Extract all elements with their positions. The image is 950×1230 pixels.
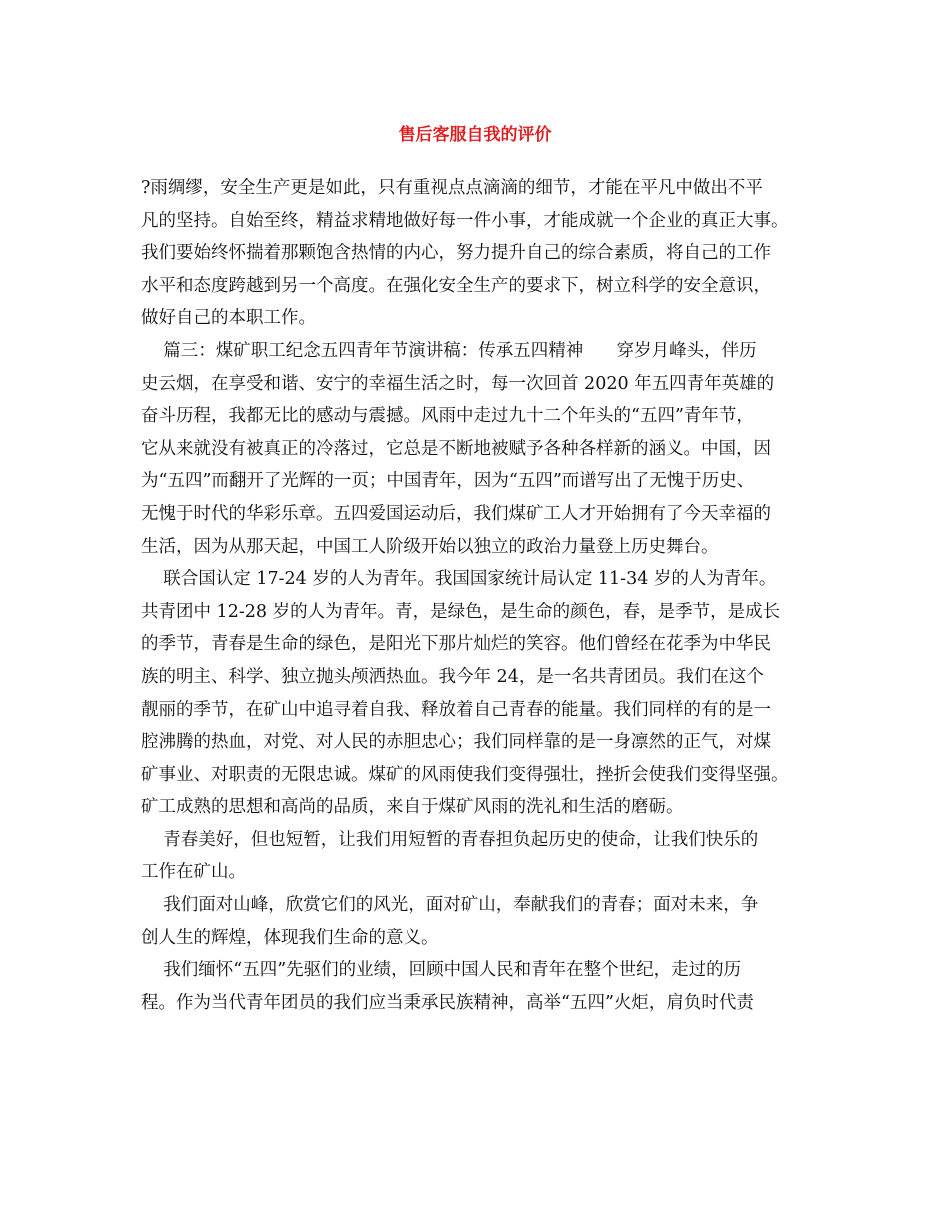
body-line: 做好自己的本职工作。 bbox=[141, 308, 316, 329]
body-line: 靓丽的季节，在矿山中追寻着自我、释放着自己青春的能量。我们同样的有的是一 bbox=[141, 699, 771, 720]
body-line: 族的明主、科学、独立抛头颅洒热血。我今年 24，是一名共青团员。我们在这个 bbox=[141, 666, 764, 687]
body-line: 创人生的辉煌，体现我们生命的意义。 bbox=[141, 927, 439, 948]
body-line: 无愧于时代的华彩乐章。五四爱国运动后，我们煤矿工人才开始拥有了今天幸福的 bbox=[141, 503, 771, 524]
body-line: 奋斗历程，我都无比的感动与震撼。风雨中走过九十二个年头的“五四”青年节， bbox=[141, 406, 754, 427]
body-line: 水平和态度跨越到另一个高度。在强化安全生产的要求下，树立科学的安全意识， bbox=[141, 275, 771, 296]
body-line: 史云烟，在享受和谐、安宁的幸福生活之时，每一次回首 2020 年五四青年英雄的 bbox=[141, 373, 775, 394]
body-line: 的季节，青春是生命的绿色，是阳光下那片灿烂的笑容。他们曾经在花季为中华民 bbox=[141, 634, 771, 655]
body-line: 我们面对山峰，欣赏它们的风光，面对矿山，奉献我们的青春；面对未来，争 bbox=[141, 895, 759, 916]
body-line: 我们要始终怀揣着那颗饱含热情的内心，努力提升自己的综合素质，将自己的工作 bbox=[141, 243, 771, 264]
body-line: 我们缅怀“五四”先驱们的业绩，回顾中国人民和青年在整个世纪，走过的历 bbox=[141, 960, 742, 981]
body-line: 矿工成熟的思想和高尚的品质，来自于煤矿风雨的洗礼和生活的磨砺。 bbox=[141, 797, 684, 818]
body-line: 生活，因为从那天起，中国工人阶级开始以独立的政治力量登上历史舞台。 bbox=[141, 536, 719, 557]
body-line: 矿事业、对职责的无限忠诚。煤矿的风雨使我们变得强壮，挫折会使我们变得坚强。 bbox=[141, 764, 789, 785]
body-line: 它从来就没有被真正的冷落过，它总是不断地被赋予各种各样新的涵义。中国，因 bbox=[141, 438, 771, 459]
body-line: 联合国认定 17-24 岁的人为青年。我国国家统计局认定 11-34 岁的人为青年。 bbox=[141, 569, 777, 590]
body-line: 工作在矿山。 bbox=[141, 862, 246, 883]
body-line: 青春美好，但也短暂，让我们用短暂的青春担负起历史的使命，让我们快乐的 bbox=[141, 829, 759, 850]
body-line: 共青团中 12-28 岁的人为青年。青，是绿色，是生命的颜色，春，是季节，是成长 bbox=[141, 601, 781, 622]
body-line: 程。作为当代青年团员的我们应当秉承民族精神，高举“五四”火炬，肩负时代责 bbox=[141, 992, 754, 1013]
body-line: 凡的坚持。自始至终，精益求精地做好每一件小事，才能成就一个企业的真正大事。 bbox=[141, 210, 789, 231]
document-body bbox=[141, 172, 818, 1019]
body-line: 腔沸腾的热血，对党、对人民的赤胆忠心；我们同样靠的是一身凛然的正气，对煤 bbox=[141, 732, 771, 753]
document-title: 售后客服自我的评价 bbox=[398, 125, 552, 145]
body-line: 为“五四”而翻开了光辉的一页；中国青年，因为“五四”而谱写出了无愧于历史、 bbox=[141, 471, 755, 492]
body-line: 篇三：煤矿职工纪念五四青年节演讲稿：传承五四精神 穿岁月峰头，伴历 bbox=[141, 340, 757, 361]
body-line: ?雨绸缪，安全生产更是如此，只有重视点点滴滴的细节，才能在平凡中做出不平 bbox=[141, 178, 763, 198]
